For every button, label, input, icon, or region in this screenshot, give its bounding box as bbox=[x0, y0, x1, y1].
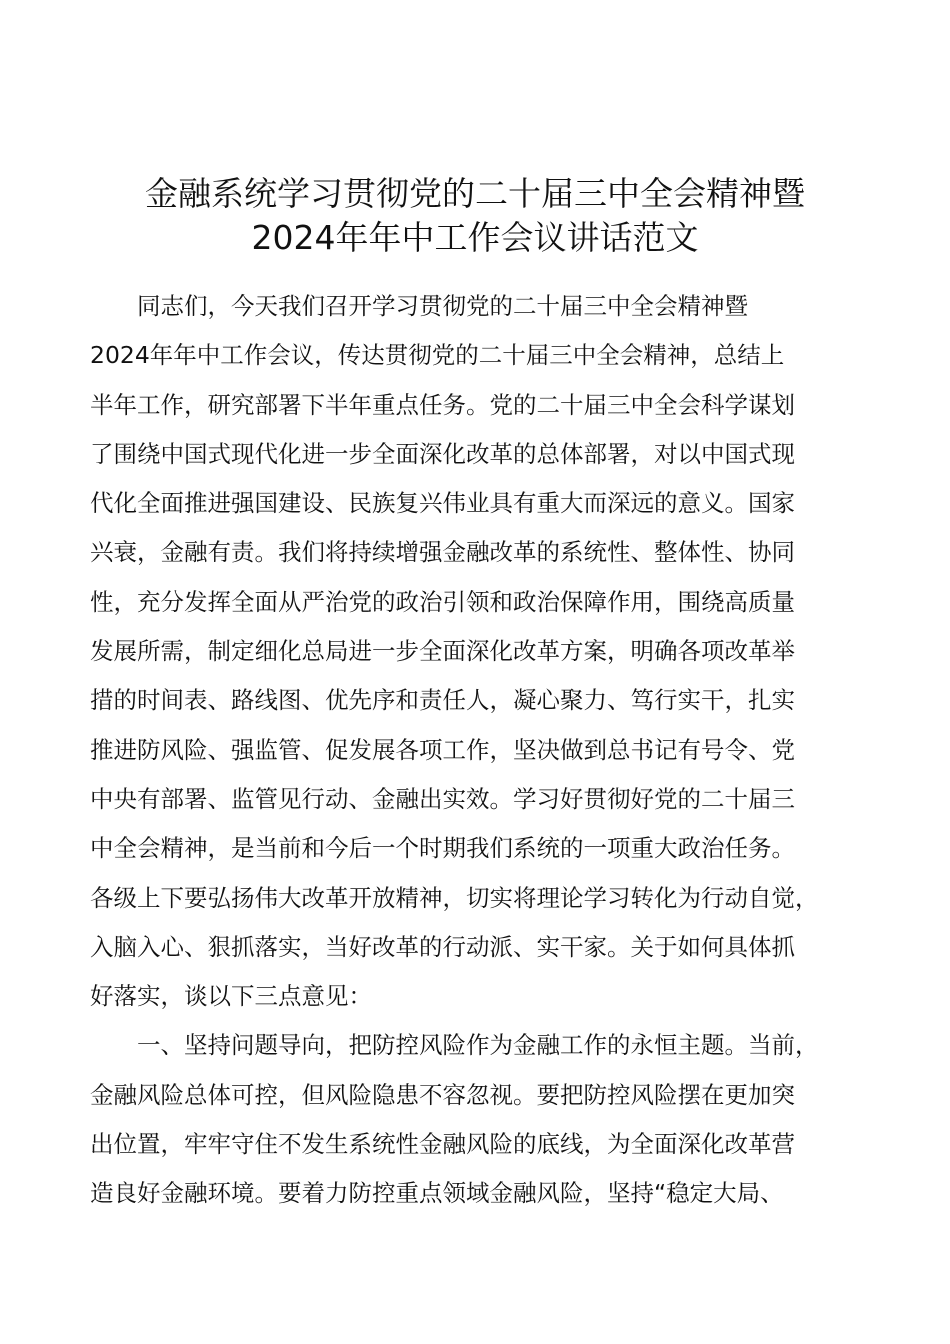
body-line: 出位置，牢牢守住不发生系统性金融风险的底线，为全面深化改革营 bbox=[90, 1130, 795, 1159]
body-line: 金融风险总体可控，但风险隐患不容忽视。要把防控风险摆在更加突 bbox=[90, 1080, 795, 1109]
body-line: 同志们，今天我们召开学习贯彻党的二十届三中全会精神暨 bbox=[137, 292, 748, 320]
section-heading-line: 一、坚持问题导向，把防控风险作为金融工作的永恒主题。当前， bbox=[137, 1031, 819, 1060]
body-line: 半年工作，研究部署下半年重点任务。党的二十届三中全会科学谋划 bbox=[90, 390, 795, 419]
body-line: 中央有部署、监管见行动、金融出实效。学习好贯彻好党的二十届三 bbox=[90, 784, 795, 813]
document-title bbox=[60, 172, 890, 260]
document-body bbox=[90, 282, 870, 1219]
body-line: 代化全面推进强国建设、民族复兴伟业具有重大而深远的意义。国家 bbox=[90, 489, 795, 518]
body-line: 发展所需，制定细化总局进一步全面深化改革方案，明确各项改革举 bbox=[90, 637, 795, 666]
body-line: 造良好金融环境。要着力防控重点领域金融风险，坚持“稳定大局、 bbox=[90, 1179, 784, 1208]
body-line: 措的时间表、路线图、优先序和责任人，凝心聚力、笃行实干，扎实 bbox=[90, 686, 795, 715]
body-line: 入脑入心、狠抓落实，当好改革的行动派、实干家。关于如何具体抓 bbox=[90, 932, 795, 961]
body-line: 好落实，谈以下三点意见： bbox=[90, 982, 372, 1011]
body-line: 兴衰，金融有责。我们将持续增强金融改革的系统性、整体性、协同 bbox=[90, 538, 795, 567]
title-line-2: 2024年年中工作会议讲话范文 bbox=[251, 218, 699, 257]
body-line: 性，充分发挥全面从严治党的政治引领和政治保障作用，围绕高质量 bbox=[90, 587, 795, 616]
title-line-1: 金融系统学习贯彻党的二十届三中全会精神暨 bbox=[145, 174, 805, 213]
body-line: 各级上下要弘扬伟大改革开放精神，切实将理论学习转化为行动自觉， bbox=[90, 883, 819, 912]
body-line: 推进防风险、强监管、促发展各项工作，坚决做到总书记有号令、党 bbox=[90, 735, 795, 764]
body-line: 2024年年中工作会议，传达贯彻党的二十届三中全会精神，总结上 bbox=[90, 341, 785, 370]
body-line: 了围绕中国式现代化进一步全面深化改革的总体部署，对以中国式现 bbox=[90, 439, 795, 468]
body-line: 中全会精神，是当前和今后一个时期我们系统的一项重大政治任务。 bbox=[90, 834, 795, 863]
